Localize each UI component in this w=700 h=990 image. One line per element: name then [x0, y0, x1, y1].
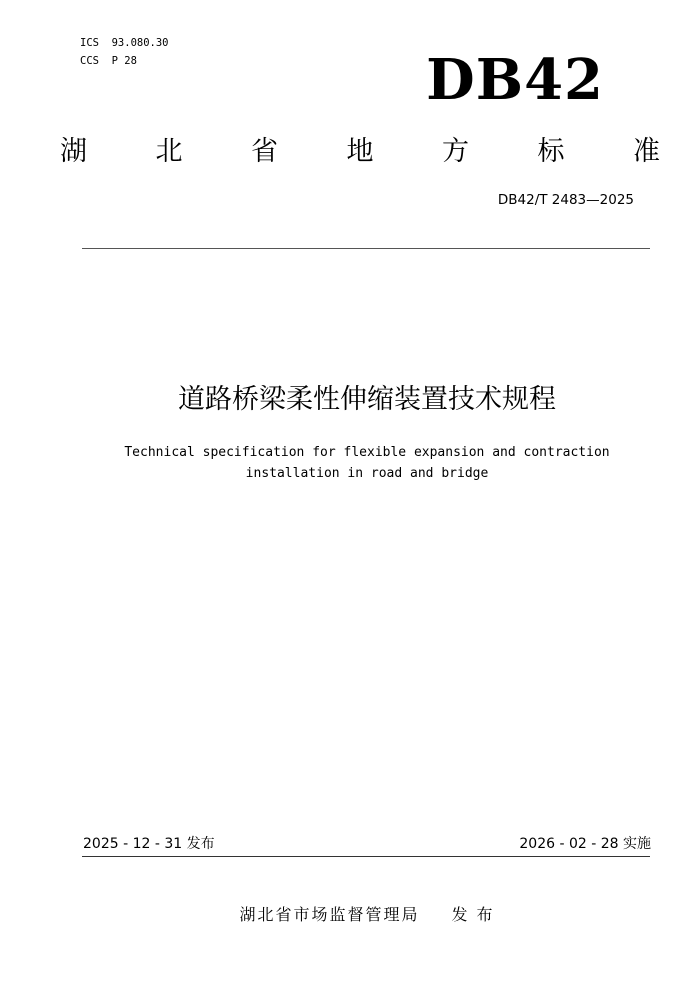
issue-action: 发 布	[451, 905, 495, 924]
header-divider	[82, 248, 650, 249]
standard-type-char: 地	[346, 136, 374, 167]
classification-codes	[80, 34, 169, 70]
authority-name: 湖北省市场监督管理局	[239, 905, 420, 924]
standard-type-char: 准	[633, 136, 660, 167]
implementation-date: 2026 - 02 - 28 实施	[519, 836, 651, 852]
english-title-line: installation in road and bridge	[245, 466, 489, 481]
issuing-authority	[0, 902, 700, 925]
standard-type-char: 标	[537, 136, 565, 167]
standard-type-heading	[60, 134, 660, 170]
standard-type-char: 省	[251, 136, 278, 167]
english-title-line: Technical specification for flexible expansion and contraction	[124, 445, 610, 460]
date-row	[83, 833, 651, 855]
standard-type-char: 湖	[60, 136, 87, 167]
document-title-chinese: 道路桥梁柔性伸缩装置技术规程	[178, 384, 556, 415]
footer-divider	[82, 856, 650, 857]
standard-type-char: 方	[442, 136, 469, 167]
ics-code: ICS 93.080.30	[80, 37, 169, 49]
document-title-english	[0, 442, 700, 484]
ccs-code: CCS P 28	[80, 55, 137, 67]
release-date: 2025 - 12 - 31 发布	[83, 836, 215, 852]
db42-logo: DB42	[426, 47, 604, 113]
standard-number: DB42/T 2483—2025	[497, 192, 634, 208]
standard-type-char: 北	[155, 136, 183, 167]
